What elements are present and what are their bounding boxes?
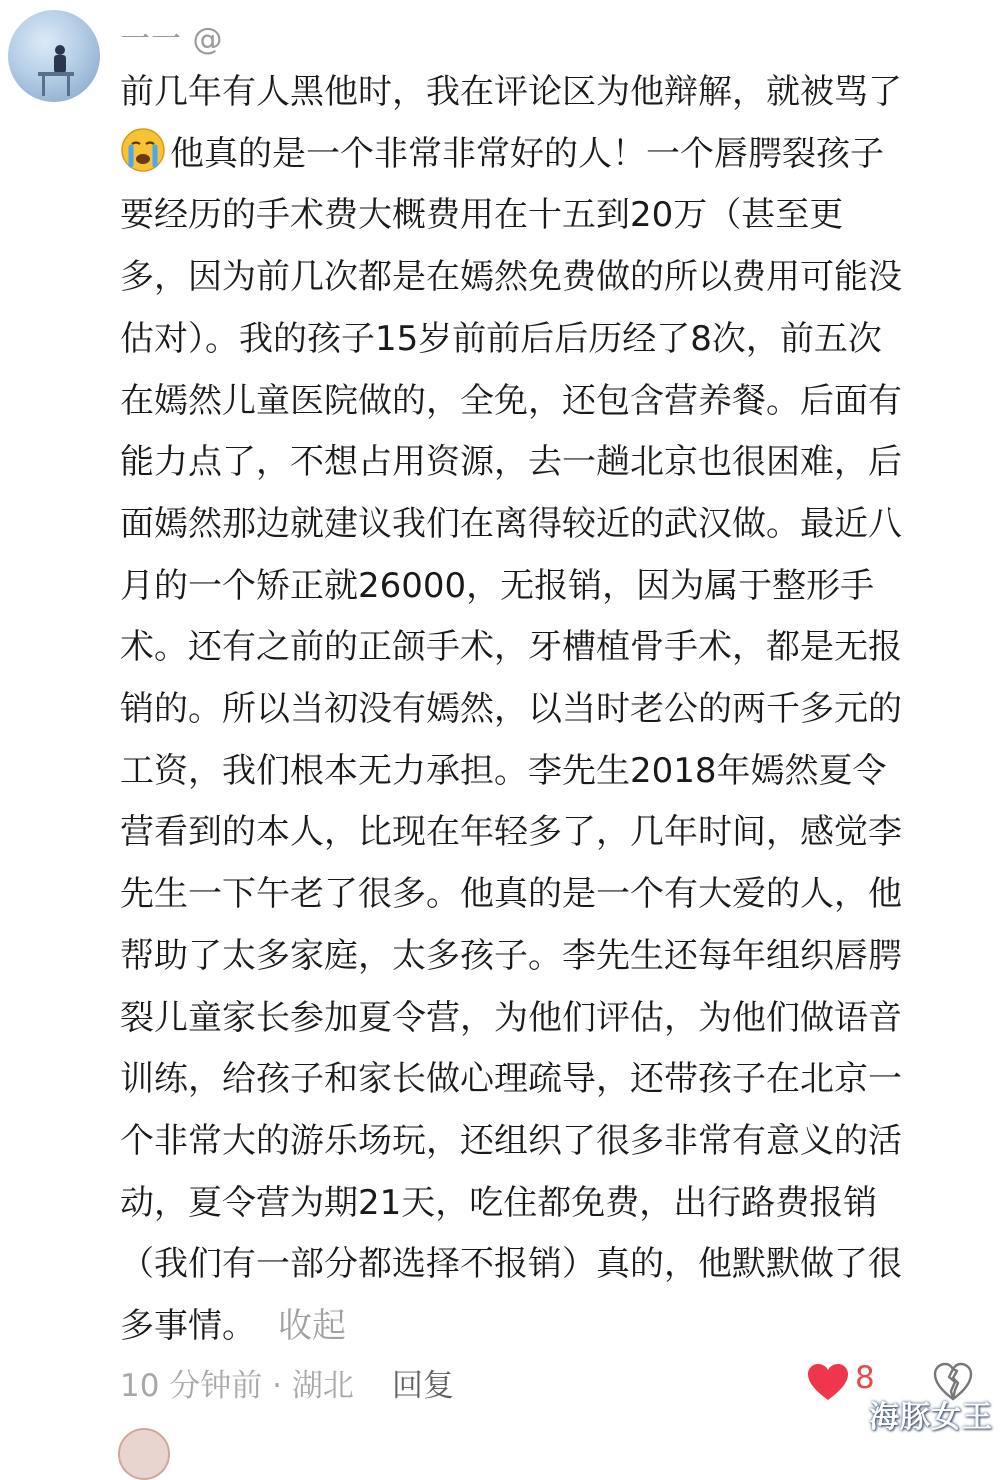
heart-icon [806, 1362, 850, 1402]
comment-line: 要经历的手术费大概费用在十五到20万（甚至更 [120, 195, 844, 236]
comment-line: 在嫣然儿童医院做的，全免，还包含营养餐。后面有 [120, 380, 902, 421]
comment-line: 估对）。我的孩子15岁前前后后历经了8次，前五次 [120, 318, 882, 359]
comment-line: 多，因为前几次都是在嫣然免费做的所以费用可能没 [120, 257, 902, 298]
comment-line: 术。还有之前的正颌手术，牙槽植骨手术，都是无报 [120, 627, 902, 668]
comment-line: 裂儿童家长参加夏令营，为他们评估，为他们做语音 [120, 997, 902, 1038]
comment-text [120, 62, 980, 1358]
comment-line: 先生一下午老了很多。他真的是一个有大爱的人，他 [120, 874, 902, 915]
comment-line: （我们有一部分都选择不报销）真的，他默默做了很 [120, 1244, 902, 1285]
reply-button[interactable]: 回复 [392, 1368, 454, 1404]
comment-line: 他真的是一个非常非常好的人！一个唇腭裂孩子 [170, 133, 884, 174]
comment-line: 面嫣然那边就建议我们在离得较近的武汉做。最近八 [120, 503, 902, 544]
comment-line-with-emoji [120, 124, 980, 186]
collapse-button[interactable]: 收起 [278, 1306, 346, 1347]
like-button[interactable] [806, 1362, 850, 1402]
comment-line: 能力点了，不想占用资源，去一趟北京也很困难，后 [120, 442, 902, 483]
comment-line: 销的。所以当初没有嫣然，以当时老公的两千多元的 [120, 689, 902, 730]
comment-line: 营看到的本人，比现在年轻多了，几年时间，感觉李 [120, 812, 902, 853]
username[interactable]: 一一 @ [120, 22, 224, 57]
comment-line: 工资，我们根本无力承担。李先生2018年嫣然夏令 [120, 750, 887, 791]
comment-line: 帮助了太多家庭，太多孩子。李先生还每年组织唇腭 [120, 935, 902, 976]
comment-line: 动，夏令营为期21天，吃住都免费，出行路费报销 [120, 1182, 878, 1223]
comment-line: 多事情。 [120, 1306, 256, 1347]
watermark: 海豚女王 [869, 1400, 993, 1435]
comment-last-line [120, 1296, 980, 1358]
comment-time-location: 10 分钟前 · 湖北 [120, 1368, 354, 1404]
comment-line: 月的一个矫正就26000，无报销，因为属于整形手 [120, 565, 875, 606]
avatar[interactable] [8, 10, 100, 102]
like-count: 8 [855, 1360, 875, 1396]
next-comment-avatar[interactable] [118, 1428, 170, 1480]
comment-line: 训练，给孩子和家长做心理疏导，还带孩子在北京一 [120, 1059, 902, 1100]
comment-line: 前几年有人黑他时，我在评论区为他辩解，就被骂了 [120, 72, 902, 112]
crying-face-icon [120, 127, 166, 173]
comment-line: 个非常大的游乐场玩，还组织了很多非常有意义的活 [120, 1120, 902, 1161]
